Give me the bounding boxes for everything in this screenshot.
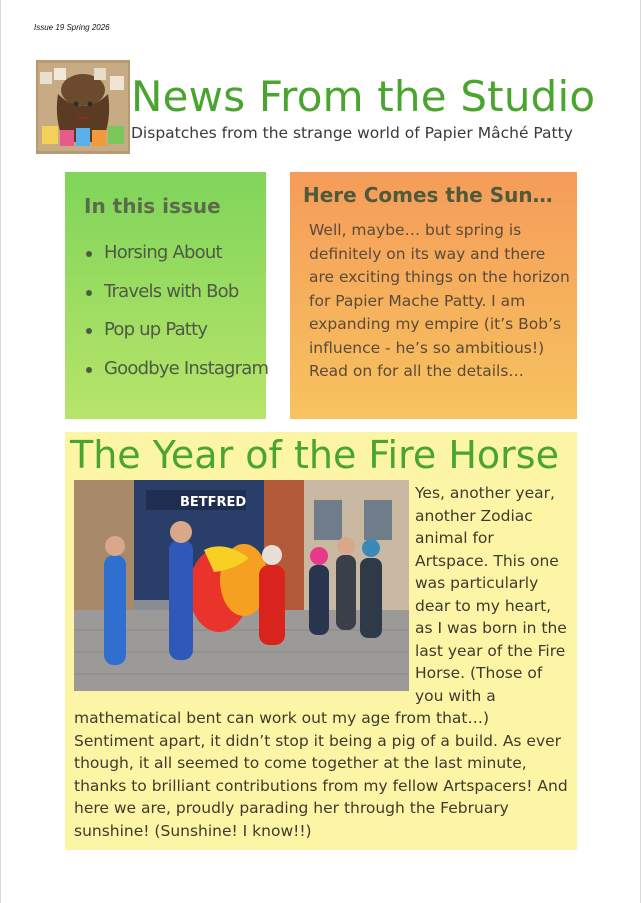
fire-horse-body: Yes, another year, another Zodiac animal for Artspace. This one was particularly dear to my heart, as I was born in the last year of the Fire Horse. (Those of you with a mathematical bent can work out my age from that…) Sentiment apart, it didn’t stop it being a pig of a build. As ever though, it all seemed to come together at the last minute, thanks to brilliant contributions from my fellow Artspacers! And here we are, proudly parading her through the February sunshine! (Sunshine! I know!!) <box>74 484 568 840</box>
issue-list <box>84 234 268 388</box>
here-comes-the-sun-box <box>290 172 577 419</box>
issue-list-item: Horsing About <box>84 234 268 273</box>
issue-list-item: Goodbye Instagram <box>84 350 268 389</box>
sun-heading: Here Comes the Sun… <box>303 183 553 207</box>
page-subtitle: Dispatches from the strange world of Papier Mâché Patty <box>131 124 573 142</box>
patty-logo <box>36 60 130 154</box>
fire-horse-heading: The Year of the Fire Horse <box>70 433 559 477</box>
issue-label: Issue 19 Spring 2026 <box>34 23 110 32</box>
in-this-issue-heading: In this issue <box>84 194 221 218</box>
betfred-sign: BETFRED <box>180 495 247 510</box>
fire-horse-article <box>65 432 577 850</box>
issue-list-item: Travels with Bob <box>84 273 268 312</box>
page-title: News From the Studio <box>131 72 596 121</box>
sun-body: Well, maybe… but spring is definitely on its way and there are exciting things on the horizon for Papier Mache Patty. I am expanding my empire (it’s Bob’s influence - he’s so ambitious!) Read on for all the details… <box>309 221 570 380</box>
in-this-issue-box <box>65 172 269 419</box>
issue-list-item: Pop up Patty <box>84 311 268 350</box>
